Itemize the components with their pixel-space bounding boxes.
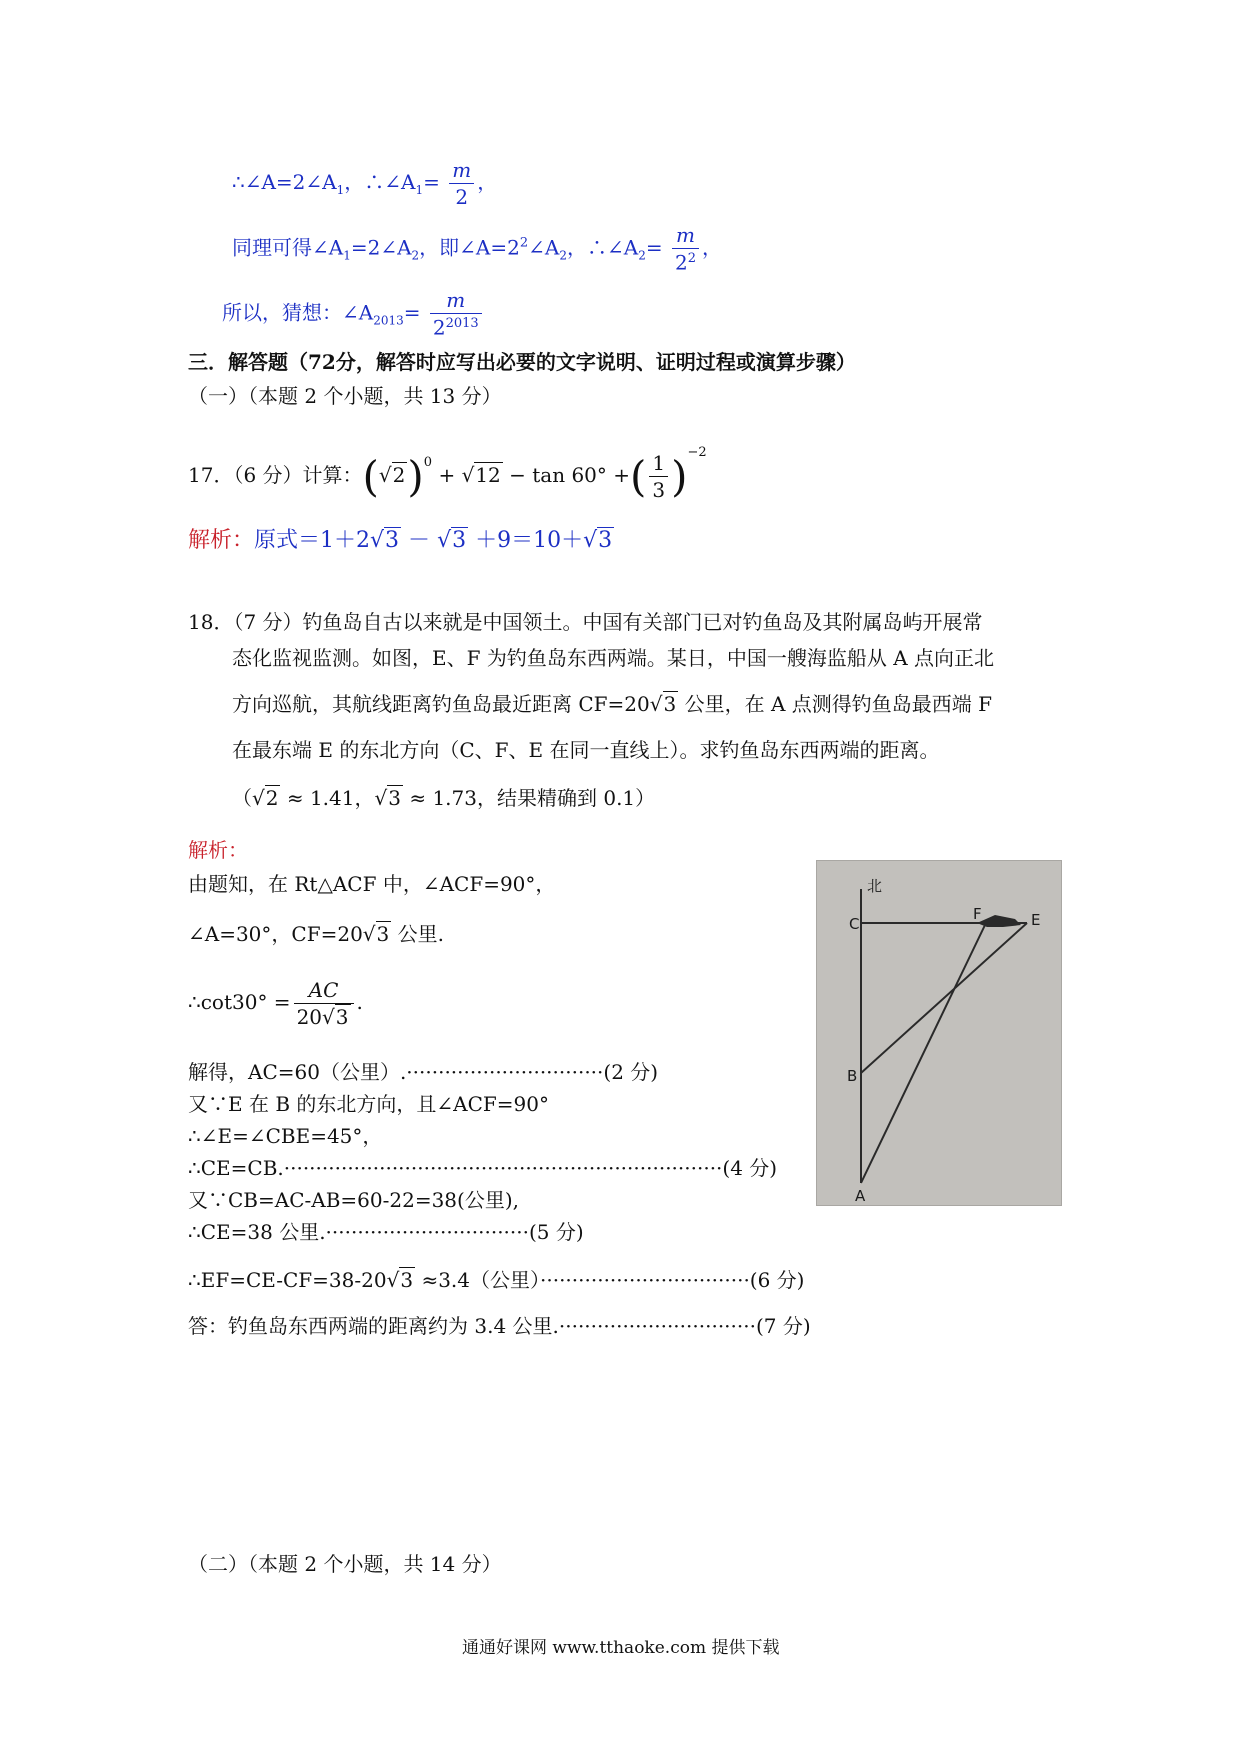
solution-line-6: ∴∠E=∠CBE=45°， (188, 1124, 383, 1148)
solution-line-9: ∴CE=38 公里.································(5 分) (188, 1220, 584, 1244)
part-1-heading: （一）（本题 2 个小题，共 13 分） (188, 384, 502, 408)
fraction-1-over-3: $\frac{1}{3}$ (649, 453, 668, 500)
fraction-m-over-2-squared: $\frac{m}{2^2}$ (672, 225, 699, 273)
question-18-line-1: 18．（7 分）钓鱼岛自古以来就是中国领土。中国有关部门已对钓鱼岛及其附属岛屿开展常 (188, 610, 983, 634)
island-shape (977, 915, 1021, 927)
label-e: E (1031, 911, 1041, 929)
question-18-line-3: 方向巡航，其航线距离钓鱼岛最近距离 CF=20√3 公里，在 A 点测得钓鱼岛最西端 F (232, 692, 992, 716)
solution-line-3: ∴cot30° = $\frac{AC}{20√3}$ . (188, 978, 363, 1029)
derivation-line-2: 同理可得$\angle A_1=2\angle A_2$，即$\angle A=2^2\angle A_2$，$\therefore\angle A_2=$ $\frac{m}{2^2}$ ， (232, 223, 722, 275)
page-footer: 通通好课网 www.tthaoke.com 提供下载 (462, 1638, 780, 1658)
sqrt-2: √2 (378, 463, 406, 487)
solution-line-11: 答：钓鱼岛东西两端的距离约为 3.4 公里.·······························(7 分) (188, 1314, 811, 1338)
solution-line-2: ∠A=30°，CF=20√3 公里. (188, 922, 444, 946)
line-b-e (861, 923, 1027, 1073)
solution-line-10: ∴EF=CE-CF=38-20√3 ≈3.4（公里）·································(6 分) (188, 1268, 805, 1292)
derivation-line-1: $\therefore\angle A=2\angle A_1$，$\therefore\angle A_1=$ $\frac{m}{2}$ ， (232, 158, 498, 209)
part-2-heading: （二）（本题 2 个小题，共 14 分） (188, 1552, 502, 1576)
fraction-m-over-2-pow-2013: $\frac{m}{2^{2013}}$ (430, 290, 482, 338)
fraction-ac-over-20-sqrt3: $\frac{AC}{20√3}$ (294, 980, 354, 1027)
solution-line-8: 又∵CB=AC-AB=60-22=38(公里), (188, 1188, 519, 1212)
label-c: C (849, 915, 860, 933)
solution-line-7: ∴CE=CB.·····································································(4 分) (188, 1156, 778, 1180)
question-18-line-4: 在最东端 E 的东北方向（C、F、E 在同一直线上）。求钓鱼岛东西两端的距离。 (232, 738, 940, 762)
section-3-heading: 三．解答题（72分，解答时应写出必要的文字说明、证明过程或演算步骤） (188, 350, 856, 374)
line-a-f (861, 925, 985, 1183)
question-18-line-5: （√2 ≈ 1.41，√3 ≈ 1.73，结果精确到 0.1） (232, 786, 656, 810)
diagram-photo (816, 860, 1062, 1206)
sqrt-12: √12 (461, 463, 501, 487)
fraction-m-over-2: $\frac{m}{2}$ (449, 160, 474, 207)
label-north: 北 (867, 877, 883, 895)
solution-line-4: 解得，AC=60（公里）.·······························(2 分) (188, 1060, 659, 1084)
label-b: B (847, 1067, 858, 1085)
label-a: A (855, 1187, 866, 1205)
question-18-line-2: 态化监视监测。如图，E、F 为钓鱼岛东西两端。某日，中国一艘海监船从 A 点向正北 (232, 646, 994, 670)
diagram-svg (817, 861, 1061, 1205)
question-17-answer: 解析：原式＝1＋2√3 － √3 ＋9＝10＋√3 (188, 528, 613, 553)
question-17: 17．（6 分）计算：$(√2)^0 + √12 - \tan 60^\circ$ +( $\frac{1}{3}$ )$^{-2}$ (188, 445, 707, 502)
solution-line-5: 又∵E 在 B 的东北方向，且∠ACF=90° (188, 1092, 549, 1116)
solution-line-1: 由题知，在 Rt△ACF 中，∠ACF=90°， (188, 872, 556, 896)
label-f: F (973, 905, 982, 923)
question-18-solution-label: 解析： (188, 838, 248, 862)
derivation-line-3: 所以，猜想：$\angle A_{2013}=$ $\frac{m}{2^{2013}}$ (222, 290, 485, 338)
